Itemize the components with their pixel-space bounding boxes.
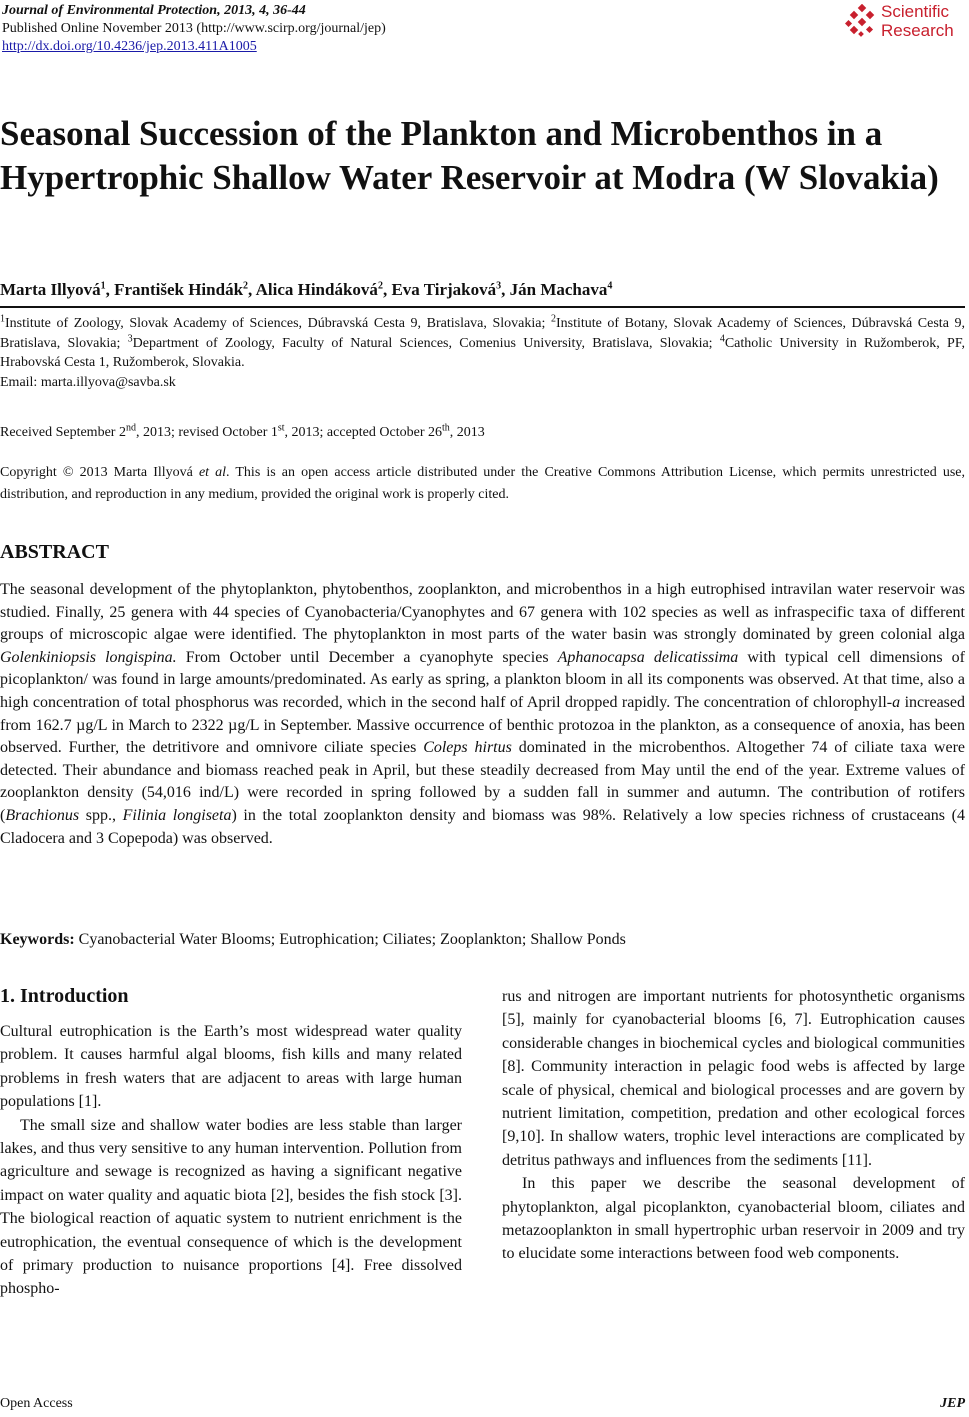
keywords [0,929,626,951]
ordinal-suffix: st [277,422,285,434]
publisher-logo-line1: Scientific [881,2,950,21]
journal-header [2,2,386,56]
affiliation-mark: 4 [719,332,725,344]
species-name: Aphanocapsa delicatissima [557,648,739,666]
right-column [502,985,965,1266]
received-dates [0,424,485,442]
author-affiliation-mark: 3 [496,280,502,292]
author-affiliation-mark: 4 [607,280,613,292]
footer-journal-abbrev: JEP [940,1396,965,1411]
abstract-text: dominated in the microbenthos. Altogether 74 of ciliate taxa were detected. Their abundance and biomass reached peak in April, but these steadily decreased from May until the end of the year. Extreme values of zooplankton density (54,016 ind/L) were recorded in spring followed by a sudden fall in summer and autumn. The contribution of rotifers ( [0,739,965,824]
author-name: Alica Hindáková [255,280,378,299]
abstract-text: ) in the total zooplankton density and biomass was 98%. Relatively a low species richness of crustaceans (4 Cladocera and 3 Copepoda) was observed. [0,806,965,847]
published-line: Published Online November 2013 (http://www.scirp.org/journal/jep) [2,21,386,36]
author-name: Eva Tirjaková [391,280,497,299]
section-heading-introduction: 1. Introduction [0,985,129,1007]
affiliation-text: Institute of Botany, Slovak Academy of Sciences, Dúbravská Cesta 9, Bratislava, Slovakia; [0,316,965,351]
author-name: Ján Machava [509,280,608,299]
abstract-text: with typical cell dimensions of picoplankton/ was found in large amounts/predominated. As early as spring, a plankton bloom in all its components was observed. At that time, also a high concentration of total phosphorus was recorded, which in the second half of April dropped rapidly. The concentration of chlorophyll- [0,648,966,711]
header-divider [0,306,965,308]
abstract-text: From October until December a cyanophyte species [176,648,558,666]
ordinal-suffix: th [442,422,450,434]
ordinal-suffix: nd [125,422,136,434]
abstract-text: spp., [79,806,123,824]
affiliation-text: Department of Zoology, Faculty of Natural Sciences, Comenius University, Bratislava, Slovakia; [132,335,720,351]
affiliations [0,314,965,392]
abstract-text: The seasonal development of the phytoplankton, phytobenthos, zooplankton, and microbenthos in a high eutrophised intravilan water reservoir was studied. Finally, 25 genera with 44 species of Cyanobacteria/Cyanophytes and 67 genera with 102 species as well as infraspecific taxa of different groups of microscopic algae were identified. The phytoplankton in most parts of the water basin was strongly dominated by green colonial alga [0,581,965,644]
keywords-label: Keywords: [0,931,75,948]
footer-open-access: Open Access [0,1396,73,1411]
affiliation-mark: 1 [0,313,5,325]
author-separator: , [501,280,510,299]
copyright-license-text: . This is an open access article distributed under the Creative Commons Attribution License, which permits unrestricted use, distribution, and reproduction in any medium, provided the original work is properly cited. [0,465,965,502]
author-affiliation-mark: 2 [377,280,383,292]
paragraph: The small size and shallow water bodies are less stable than larger lakes, and thus very sensitive to any human intervention. Pollution from agriculture and sewage is recognized as having a significant negative impact on water quality and aquatic biota [2], besides the fish stock [3]. The biological reaction of aquatic system to nutrient enrichment is the eutrophication, the eventual consequence of which is the development of primary production to nuisance proportions [4]. Free dissolved phospho- [0,1116,462,1298]
species-name: Coleps hirtus [423,739,512,757]
species-name: Golenkiniopsis longispina. [0,648,177,666]
author-list [0,279,612,301]
author-separator: , [248,280,256,299]
author-affiliation-mark: 1 [100,280,106,292]
abstract-body [0,579,965,850]
author-name: Marta Illyová [0,280,101,299]
author-separator: , [382,280,392,299]
author-affiliation-mark: 2 [243,280,249,292]
paragraph: rus and nitrogen are important nutrients for photosynthetic organisms [5], mainly for cyanobacterial blooms [6, 7]. Eutrophication causes considerable changes in biochemical cycles and biological communities [8]. Community interaction in pelagic food webs is affected by large scale of physical, chemical and biological processes and are govern by nutrient limitation, competition, predation and other ecological forces [9,10]. In shallow waters, trophic level interactions are complicated by detritus pathways and influences from the sediments [11]. [502,988,965,1169]
contact-email: Email: marta.illyova@savba.sk [0,374,176,390]
publisher-logo-line2: Research [881,21,954,40]
species-name: Filinia longiseta [122,806,232,824]
affiliation-text: Institute of Zoology, Slovak Academy of Sciences, Dúbravská Cesta 9, Bratislava, Slovakia; [5,316,551,331]
abstract-text: increased from 162.7 µg/L in March to 2322 µg/L in September. Massive occurrence of benthic protozoa in the plankton, as a consequence of anoxia, has been observed. Further, the detritivore and omnivore ciliate species [0,693,966,757]
doi-link[interactable]: http://dx.doi.org/10.4236/jep.2013.411A1005 [2,39,257,54]
received-text: Received September 2 [0,425,126,440]
chlorophyll-letter: a [892,693,901,711]
keywords-list: Cyanobacterial Water Blooms; Eutrophication; Ciliates; Zooplankton; Shallow Ponds [74,931,626,948]
publisher-logo [845,0,965,44]
paragraph: Cultural eutrophication is the Earth’s most widespread water quality problem. It causes harmful algal blooms, fish kills and many related problems in fresh waters that are adjacent to areas with large human populations [1]. [0,1023,462,1111]
article-title: Seasonal Succession of the Plankton and Microbenthos in a Hypertrophic Shallow Water Reservoir at Modra (W Slovakia) [0,114,939,197]
copyright-etal: et al [198,465,227,480]
author-name: František Hindák [114,280,244,299]
species-name: Brachionus [5,806,80,824]
accepted-text: , 2013; accepted October 26 [284,425,442,440]
author-separator: , [105,280,115,299]
copyright-notice [0,462,965,506]
publisher-logo-mark-icon [845,4,879,38]
affiliation-mark: 3 [127,332,133,344]
left-column [0,1020,462,1301]
abstract-heading: ABSTRACT [0,541,109,563]
year-text: , 2013 [449,425,485,440]
paragraph: In this paper we describe the seasonal development of phytoplankton, algal picoplankton, cyanobacterial bloom, ciliates and metazooplankton in small hypertrophic urban reservoir in 2009 and try to elucidate some interactions between food web components. [502,1175,965,1263]
affiliation-text: Catholic University in Ružomberok, PF, Hrabovská Cesta 1, Ružomberok, Slovakia. [0,335,965,370]
affiliation-mark: 2 [550,313,556,325]
journal-name: Journal of Environmental Protection [2,3,218,18]
journal-volume: , 2013, 4, 36-44 [217,3,306,18]
revised-text: , 2013; revised October 1 [135,425,278,440]
copyright-text: Copyright © 2013 Marta Illyová [0,465,199,480]
